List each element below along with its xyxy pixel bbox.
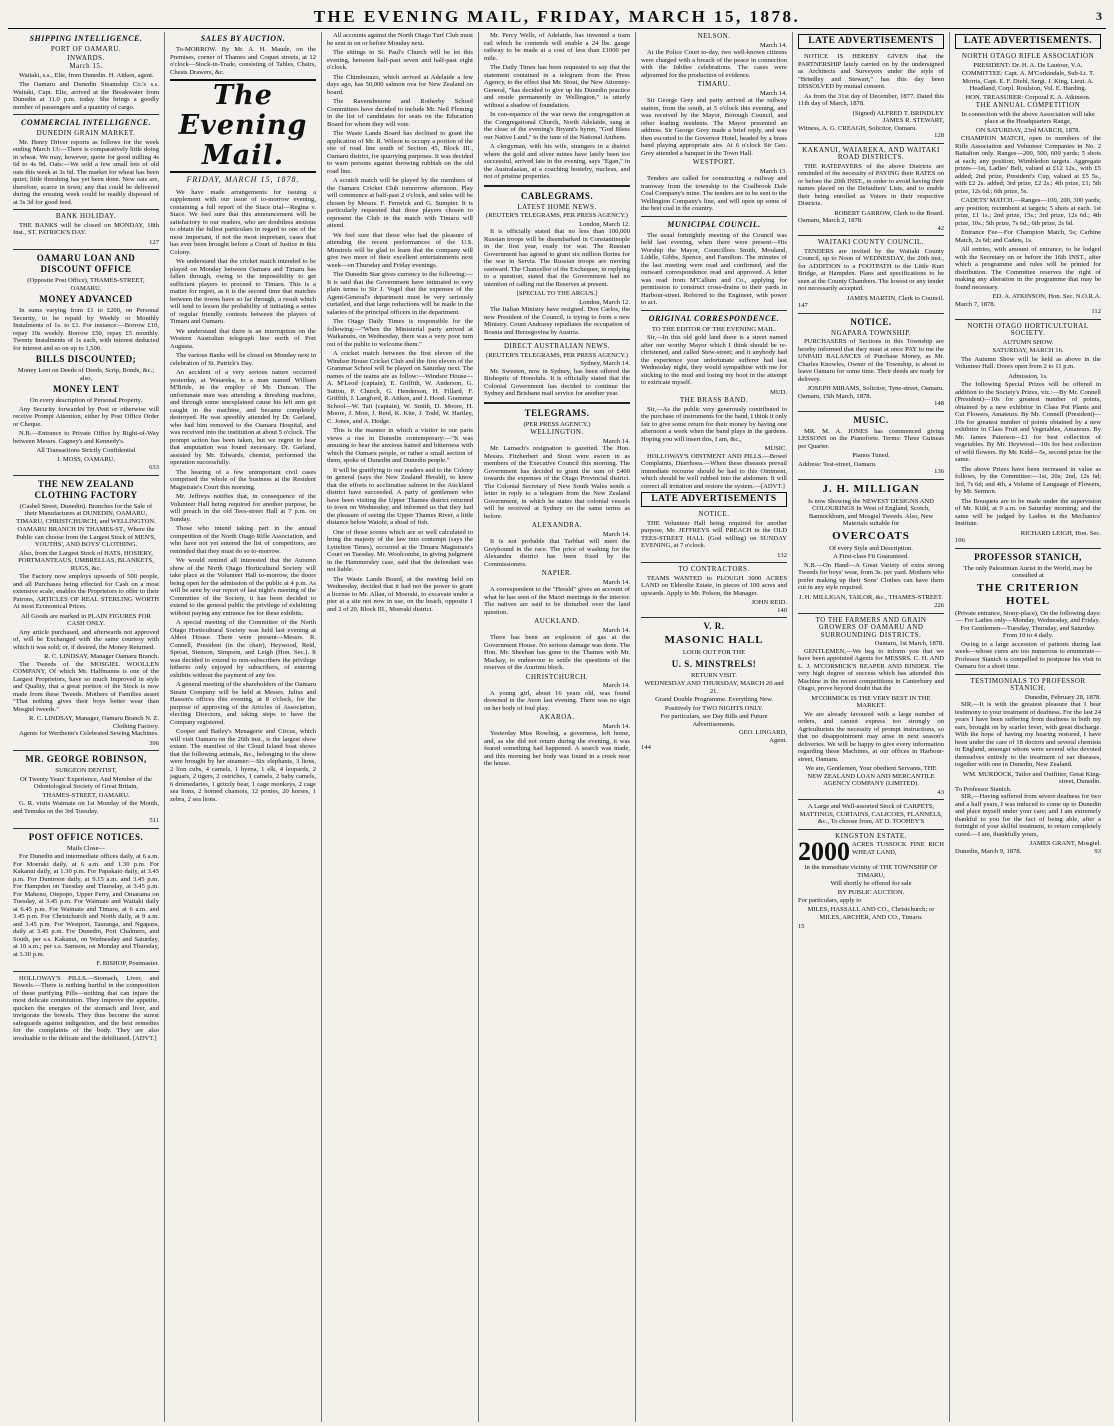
dateline: March 14. — [759, 41, 787, 49]
column-1 — [8, 32, 165, 1422]
divider — [955, 674, 1101, 675]
show-dates: WEDNESDAY AND THURSDAY, MARCH 20 and 21. — [644, 680, 784, 695]
miles-hassall: MILES, HASSALL AND CO., Christchurch; or — [807, 905, 935, 913]
notice-heading: NOTICE. — [698, 510, 730, 518]
entrance-text: Entrance Fee—For Champion Match, 5s; Carbine Match, 2s 6d; and Cadets, 1s. — [955, 229, 1101, 244]
editorial-paragraph: A general meeting of the shareholders of the Oamaru Steam Company will be held at Messrs. Julius and Hassen's offices this evening, at 8 o'clock, for the purpose of approving of the Articles of Association, electing Directors, and taking steps to have the Company registered. — [170, 681, 316, 726]
news-paragraph: The Waste Lands Board, at the meeting held on Wednesday, decided that it had not the power to grant a license to Mr. Allan, of Moeraki, to excavate under a pier at a site not now in use, on the beach, opposite 1 and 2 of 20, Block III., Moeraki district. — [327, 575, 473, 613]
music-address: Address: Test-street, Oamaru. — [798, 460, 877, 468]
divider — [484, 339, 630, 340]
letter-signature: MUD. — [769, 388, 787, 396]
page-number: 3 — [1096, 9, 1102, 23]
dateline: March 14. — [602, 722, 630, 730]
direct-news-text: Mr. Sweeten, now in Sydney, has been offered the Bishopric of Honolulu. It is officially stated that the Colonial Government has decided to continue the Sydney and Brisbane mail service for another year. — [484, 367, 630, 397]
news-paragraph: The Otago Daily Times is responsible for the following:—"When the Ministerial party arrived at Waikanutu, on Wednesday, there was a very poor turn out of the public to welcome them." — [327, 318, 473, 348]
editorial-paragraph: A special meeting of the Committee of the North Otago Horticultural Society was held last evening at Abbot House. There were present—Messrs. R. Connell, President (in the chair), Heywood, Reid, Sproat, Stenson, Simpson, and Leigh (Hon. Sec.). It was decided to extend to non-subscribers the privilege hitherto only enjoyed by subscribers, of entering exhibits without the payment of any fee. — [170, 619, 316, 679]
dateline: March 14. — [602, 626, 630, 634]
divider — [641, 617, 787, 618]
divider — [13, 114, 159, 115]
sales-text: To-MORROW. By Mr. A. H. Maude, on the Premises, corner of Thames and Coquet streets, at 12 o'clock—Stock-in-Trade, consisting of Tables, Chairs, Chests Drawers, &c. — [170, 46, 316, 76]
news-paragraph: The sittings in St. Paul's Church will be let this evening, between half-past seven and half-past eight o'clock. — [327, 49, 473, 71]
argus-heading: [SPECIAL TO THE ARGUS.] — [516, 290, 598, 297]
contractors-heading: TO CONTRACTORS. — [678, 565, 750, 573]
testimonial-text: SIR,—Having suffered from severe deafness for two and a half years, I was induced to come up to Dunedin and place myself under your care; and I am extremely thankful to you for the fact of being able, after a fortnight of your skilful treatment, to return completely cured.—I am, thankfully yours, — [955, 793, 1101, 838]
security-text: Any Security forwarded by Post or otherwise will receive Prompt Attention, either by Post Office Order or Cheque. — [13, 405, 159, 428]
news-paragraph: This is the manner in which a visitor to our parts views a rise in Dunedin contemporary:—"It was amusing to hear the anxious hatred and bitterness with which the Oamaru people, or rather a small section of them, spoke of Dunedin and Dunedin people." — [327, 427, 473, 464]
farmers-date: Oamaru, 1st March, 1878. — [874, 640, 944, 647]
contractors-signature: JOHN REID. — [751, 599, 787, 606]
programme: Grand Double Programme. Everything New. — [655, 696, 773, 703]
divider — [955, 548, 1101, 549]
news-paragraph: The Waste Lands Board has declined to grant the application of Mr. R. Wilson to occupy a portion of the site of road line south of Section 45, Block III., Oamaru district, for quarrying purposes. It was decided to warn persons against throwing rubbish on the old road line. — [327, 130, 473, 175]
editorial-paragraph: Mr. Jeffreys notifies that, in consequence of the Volunteer Hall being required for another purpose, he will preach in the old Tees-street Hall at 7 p.m. on Sunday. — [170, 493, 316, 523]
ad-number: 112 — [1091, 308, 1101, 315]
advt-tag: [ADVT.] — [132, 1034, 157, 1042]
direct-news-source: (REUTER'S TELEGRAMS, PER PRESS AGENCY.) — [486, 351, 628, 359]
county-council-heading: WAITAKI COUNTY COUNCIL. — [817, 238, 925, 246]
post-text: For Dunedin and intermediate offices daily, at 6 a.m. For Moeraki daily, at 6 a.m. and 1.30 p.m. For Kakanui daily, at 1.30 p.m. For Papakaio daily, at 3.45 p.m. For Duntroon daily, at 9.15 a.m. and 3.45 p.m. For Hampden on Tuesday and Thursday, at 3.45 p.m. For Maheno, Otepopo, Upper Ferry, and Omarama on Tuesday, at 3.45 p.m. For Waimate and Waitaki daily at 6.45 p.m. For Waimate and Timaru, at 6 a.m. and 3.45 p.m. For Christchurch and North daily, at 9 a.m. and 3.45 p.m. For Westport, Tauranga, and Ngapara, daily at 3.45 p.m. For Dunedin, Port Chalmers, and South, per s.s. Kakanui, on Wednesday and Saturday, at 10 a.m.; per s.s. Samson, on Monday and Thursday, at 3.30 p.m. — [13, 853, 159, 958]
news-paragraph: The Daily Times has been requested to say that the statement contained in a telegram from the Press Agency, to the effect that Mr. Stout, the New Attorney-General, "has decided to give up his Dunedin practice and reside permanently in Wellington," is utterly without a shadow of foundation. — [484, 64, 630, 109]
show-text: The Autumn Show will be held as above in the Volunteer Hall. Doors open from 2 to 11 p.m. — [955, 355, 1101, 370]
editorial-paragraph: We understand that the cricket match intended to be played on Monday between Oamaru and Timaru has fallen through, owing to the impossibility to get sufficient players to proceed to Timaru. This is a matter for regret, as it is the second time that matches between the towns have so far through, a result which will tend to lessen the probability of initiating a series of regular friendly contests between the players of Timaru and Oamaru. — [170, 258, 316, 325]
overcoats-heading: OVERCOATS — [832, 529, 910, 542]
stanich-note: Owing to a large accession of patients during last week—whose cures are too numerous to enumerate—Professor Stanich is compelled to postpone his visit to Oamaru for a short time. — [955, 640, 1101, 670]
editorial-paragraph: We would remind all interested that the Autumn show of the North Otago Horticultural Society will take place at the Volunteer Hall to-morrow, the doors being open for the admission of the public at 4 p.m. As will be seen by our report of last night's meeting of the Committee of the Society, it has been decided to extend to the general public the privilege of exhibiting without paying any entrance fee for these exhibits. — [170, 557, 316, 617]
bills-heading: BILLS DISCOUNTED; — [35, 354, 137, 364]
stanich-hours: (Private entrance, Stony-place), On the following days:— For Ladies only—Monday, Wednesday, and Friday. For Gentlemen—Tuesday, Thursday, and Saturday. From 10 to 4 daily. — [955, 609, 1101, 639]
divider — [798, 411, 944, 412]
entries-text: All entries, with amount of entrance, to be lodged with the Secretary on or before the 16th INST., after which a programme and rules will be printed for distribution. The Committee reserves the right of making any alteration in the programme that may be found necessary. — [955, 246, 1101, 291]
mccormick-line: M'CORMICK IS THE VERY BEST IN THE MARKET. — [811, 694, 931, 709]
cablegrams-subhead: LATEST HOME NEWS. — [517, 202, 597, 211]
ad-number: 15 — [798, 922, 805, 930]
letter-signature: MUSIC. — [764, 445, 787, 452]
leigh-signature: RICHARD LEIGH, Hon. Sec. — [1020, 529, 1101, 537]
special-prizes: The following Special Prizes will be offered in addition to the Society's Prizes, viz.:—By Mr. Connell (President)—10s for greatest number of points, obtained by a new exhibitor in Class Pot Plants and Cut Flowers, Amateurs. By Mr. Connell (President)—10s for greatest number of points obtained by a new exhibitor in Class Fruit and Vegetables, Amateurs. By Mr. James Paterson—£1 for best collection of vegetables. By Mr. Heywood—10s for best collection of wild flowers. By Mr. Kidd—5s, second prize for the same. — [955, 381, 1101, 463]
divider — [13, 828, 159, 829]
column-6 — [793, 32, 950, 1422]
telegram-text: At the Police Court to-day, two well-known citizens were charged with a breach of the peace in connection with the Jubilee celebrations. The cases were adjourned for the production of evidence. — [641, 49, 787, 79]
ad-number: 633 — [149, 464, 159, 471]
editorial-paragraph: We have made arrangements for issuing a supplement with our issue of to-morrow evening, containing a full report of the Stace trial—Regina v. Stace. We feel sure that this announcement will be satisfactory to our readers, who are doubtless anxious to obtain the fullest particulars in regard to one of the most important, if not the most important, cases that has ever been brought before a Court of Justice in this Colony. — [170, 188, 316, 256]
ad-number: 147 — [798, 302, 808, 309]
robinson-text: Of Twenty Years' Experience, And Member of the Odontological Society of Great Britain, — [20, 775, 152, 790]
masthead — [8, 6, 1106, 29]
news-paragraph: The Dunedin Star gives currency to the following:—It is said that the Government have intimated to very plain terms to Sir J. Vogel that the expenses of the Agent-General's department must be very seriously curtailed, and that large reductions will be made in the salaries of the principal officers in the department. — [327, 271, 473, 316]
bank-notice: THE BANKS will be closed on MONDAY, 18th Inst., ST. PATRICK'S DAY. — [13, 221, 159, 236]
apply-line: For particulars, apply to — [798, 897, 862, 904]
editorial-paragraph: Those who intend taking part in the annual competition of the North Otago Rifle Association, and who have not yet entered the list of competitors, are reminded that they must do so to-morrow. — [170, 525, 316, 555]
clothing-heading: THE NEW ZEALAND CLOTHING FACTORY — [34, 478, 138, 500]
ad-number: 136 — [934, 468, 944, 475]
divider — [798, 829, 944, 830]
telegram-text: Mr. Larnach's resignation is gazetted. The Hon. Messrs. Fitzherbert and Stout were sworn in as members of the Executive Council this morning. The Government has decided to grant the sum of £400 towards the expenses of the Otago Provincial district. The Colonial Secretary of New South Wales sends a letter in reply to a telegram from the New Zealand Government, in which he states that colonial vessels will be received at Sydney on the same terms as before. — [484, 445, 630, 520]
stanich-text: The only Palestinian Aurist in the World, may be consulted at — [963, 564, 1093, 579]
divider — [798, 479, 944, 480]
farmers-text: We are already favoured with a large number of orders, and cannot express too strongly on Agriculturists the necessity of prompt instructions, so that no disappointment may arise in next season's deliveries. We will be happy to give every information regarding these Machines, at our offices in Harbour-street, Oamaru. — [798, 710, 944, 763]
divider — [13, 971, 159, 972]
tender-notice: TENDERS are invited by the Waitaki County Council, up to Noon of WEDNESDAY, the 20th inst., for ADDITION to a FOOTPATH to the Little Kuri Bridge, at Hampden. Plans and specifications to be seen at the County Chambers. The lowest or any tender not necessarily accepted. — [798, 247, 945, 292]
inwards-heading: INWARDS. — [67, 53, 105, 62]
witness: Witness, A. G. CREAGH, Solicitor, Oamaru. — [798, 124, 918, 132]
ratepayers-notice: THE RATEPAYERS of the above Districts are reminded of the necessity of PAYING their RATES on or before the 20th INST., in order to avoid having their names placed on the Defaulters' Lists, and to enable their being enrolled as Voters in their respective Districts. — [798, 162, 944, 207]
telegrams-heading: TELEGRAMS. — [524, 407, 590, 418]
testimonial-text: SIR,—It is with the greatest pleasure that I bear testimony to your treatment of deafness. For the last 24 years I have been suffering from deafness in both my ears, brought on by scarlet fever, with great discharge. With the hope of having my hearing restored, I have been under the care of 18 doctors and several chemists in England, amongst whom were several who devoted themselves entirely to the treatment of ear diseases, together with one in Dunedin, New Zealand. — [955, 701, 1101, 768]
milligan-nb: N.B.—On Hand—A Great Variety of extra strong Tweeds for boys' wear, from 3s. per yard. Mothers who prefer making up their Sons' Clothes can have them cut in any style required. — [798, 561, 944, 591]
stanich-heading: PROFESSOR STANICH, — [974, 551, 1082, 562]
testimonial-date: Dunedin, February 28, 1878. — [1024, 693, 1101, 701]
grain-heading: DUNEDIN GRAIN MARKET. — [36, 129, 136, 137]
atkinson-signature: ED. A. ATKINSON, Hon. Sec. N.O.R.A. — [992, 293, 1101, 300]
kingston-heading: KINGSTON ESTATE. — [835, 831, 907, 840]
treasurer: HON. TREASURER: Corporal E. A. Atkinson. — [965, 93, 1091, 101]
place-heading: WESTPORT. — [692, 158, 736, 166]
divider — [798, 143, 944, 144]
place-heading: WELLINGTON. — [530, 428, 584, 436]
news-paragraph: All accounts against the North Otago Turf Club must be sent in on or before Monday next. — [327, 32, 473, 47]
bills-text: Money Lent on Deeds of Deeds, Scrip, Bonds, &c.; also, — [17, 367, 155, 382]
dateline: March 14. — [759, 89, 787, 97]
letter-text: Sir,—As the public very generously contributed to the purchase of instruments for the band, I think it only fair to give some return for their money by having one afternoon a week when the band plays in the gardens. Hoping you will insert this, I am, &c., — [641, 405, 787, 443]
exchange-text: Any article purchased, and afterwards not approved of, will be Exchanged with the same courtesy with which it was sold; or, if desired, the Money Returned. — [13, 628, 159, 651]
issue-date: FRIDAY, MARCH 15, 1878. — [186, 175, 300, 184]
agents-text: Agents for Wertheim's Celebrated Sewing Machines. — [19, 730, 159, 737]
ad-number: 128 — [934, 132, 944, 139]
acres-sale: Will shortly be offered for sale — [830, 880, 912, 887]
carpets-ad: A Large and Well-assorted Stock of CARPETS, MATTINGS, CURTAINS, CALICOES, FLANNELS, &c., To choose from, AT D. TOOHEY'S — [799, 803, 943, 825]
grant-footer — [955, 848, 1101, 856]
direct-news-heading: DIRECT AUSTRALIAN NEWS. — [503, 342, 611, 350]
signatory: JAMES R. STEWART, — [882, 117, 944, 124]
correspondence-to: TO THE EDITOR OF THE EVENING MAIL. — [651, 325, 777, 333]
inwards-date: March 15. — [69, 62, 103, 70]
show-date: SATURDAY, MARCH 16. — [992, 347, 1064, 354]
ad-number: 43 — [937, 788, 944, 796]
music-heading: MUSIC. — [853, 414, 889, 425]
ad-number: 127 — [149, 238, 159, 246]
editorial-paragraph: Cooper and Bailey's Menagerie and Circus, which will visit Oamaru on the 26th inst., is the largest show extant. The manifest of the Cloud Island boat shows that the following animals, &c., belonging to the show were brought by her steamer:—Six elephants, 3 lions, 2 lion cubs, 4 camels, 1 hyena, 1 elk, 4 leopards, 2 jaguars, 2 tigers, 2 ostriches, 1 camels, 2 baby camels, 6 dromedaries, 1 grizzly bear, 1 cage monkeys, 2 cage sea lions, 2 horned chamois, 12 ponies, 20 horses, 1 zebra, 2 sea lions. — [170, 728, 316, 803]
particulars: For particulars, see Day Bills and Future Advertisements. — [660, 713, 768, 728]
telegram-text: Yesterday Miss Rowling, a governess, left home, and, as she did not return during the evening, it was feared something had happened. A search was made, and this morning her body was found in a creek near the house. — [484, 730, 630, 767]
cablegrams-source: (REUTER'S TELEGRAMS, PER PRESS AGENCY.) — [486, 212, 628, 219]
ad-number: 42 — [937, 224, 944, 232]
prize-note: The above Prizes have been increased in value as follows, by the Committee:—1st, 20s; 2nd, 12s 6d; 3rd, 7s 6d; and 4th, a Volume of Language of Flowers, by Mr. Sermon. — [955, 465, 1101, 495]
sales-heading: SALES BY AUCTION. — [200, 34, 286, 43]
mirams-signature: JOSEPH MIRAMS, Solicitor, Tyne-street, Oamaru. — [807, 385, 944, 392]
place-heading: CHRISTCHURCH. — [525, 672, 589, 681]
editorial-paragraph: The various Banks will be closed on Monday next in celebration of St. Patrick's Day. — [170, 352, 316, 367]
dateline: March 13. — [759, 167, 787, 175]
garrow-date: Oamaru, March 2, 1878. — [798, 217, 863, 224]
late-ads-heading: LATE ADVERTISEMENTS. — [955, 34, 1101, 49]
ad-number: 140 — [777, 606, 787, 614]
hats-text: Also, from the Largest Stock of HATS, HOSIERY, PORTMANTEAUS, UMBRELLAS, BLANKETS, RUGS, &c. — [18, 549, 154, 572]
cablegrams-heading: CABLEGRAMS. — [520, 190, 594, 201]
telegram-text: Tenders are called for constructing a railway and tramway from the township to the Coalbrook Dale Coal Company's mine. The tenders are to be sent to the Wellington Company's line, and will open up some of the best coal in the country. — [641, 175, 787, 212]
committee: COMMITTEE: Capt. A. M'Corkindale, Sub-Lt. T. Morris, Capt. E. F. Diehl, Sergt. J. King, Lieut. A. Headland, Corpl. Roulston, Vol. E. Harding. — [961, 70, 1095, 92]
holloway-ointment-ad: HOLLOWAY'S OINTMENT AND PILLS.—Bowel Complaints, Diarrhoea.—When these diseases prevail immediate recourse should be had to this Ointment, which should be well rubbed into the abdomen. It will correct all irritation and restore the system.—[ADVT.] — [641, 452, 787, 490]
telegram-text: There has been an explosion of gas at the Government House. No serious damage was done. The Hon. Mr. Sheehan has gone to the Thames with Mr. Mackay, to endeavour to settle the questions of the reserves of the Ararimu block. — [484, 634, 630, 671]
pianos-tuned: Pianos Tuned. — [852, 452, 890, 459]
bank-heading: BANK HOLIDAY. — [55, 212, 117, 220]
acres-subhead: In the immediate vicinity of THE TOWNSHIP OF TIMARU, — [804, 864, 938, 879]
place-heading: TIMARU. — [697, 80, 731, 88]
ad-number: 396 — [149, 739, 159, 747]
cadets-text: CADETS' MATCH.—Ranges—100, 200, 300 yards; any position; recumbent at targets; 5 shots at each. 1st prize, £1 1s.; 2nd prize, 15s.; 3rd prize, 12s 6d.; 4th prize, 10s.; 5th prize, 7s 6d.; 6th prize, 2s 6d. — [955, 197, 1101, 227]
ad-number: 106 — [955, 537, 965, 544]
lindsay-signature: R. C. LINDSAY, Manager Oamaru Branch. — [44, 653, 159, 660]
news-paragraph: A clergyman, with his wife, strangers in a district where the gold and silver mines have lately been too successful, arrived late in the evening, says "Egan," in the Australasian, at a coaching hostelry, nucleus, and not of pristine properties. — [484, 143, 630, 180]
testimonials-heading: TESTIMONIALS TO PROFESSOR STANICH. — [970, 676, 1086, 692]
president: PRESIDENT: Dr. H. A. De Lautour, V.A. — [973, 61, 1083, 69]
post-heading: POST OFFICE NOTICES. — [28, 831, 144, 842]
divider — [484, 402, 630, 404]
post-subhead: Mails Close— — [66, 844, 106, 852]
robinson-note: G. R. visits Waimate on 1st Monday of the Month, and Temuka on the 3rd Tuesday. — [13, 800, 159, 815]
criterion-hotel: THE CRITERION HOTEL — [976, 581, 1080, 607]
divider — [798, 613, 944, 614]
robinson-heading: MR. GEORGE ROBINSON, — [25, 754, 147, 764]
nb-text: N.B.—Entrance to Private Office by Right-of-Way between Messrs. Cagney's and Kennedy's. — [13, 430, 159, 445]
lindsay-signature-2: R. C. LINDSAY, Manager, Oamaru Branch N. Z. Clothing Factory. — [29, 715, 159, 730]
music-text: MR. M. A. JONES has commenced giving LESSONS on the Pianoforte. Terms: Three Guineas per Quarter. — [798, 427, 944, 450]
divider — [641, 562, 787, 563]
masonic-hall-heading: MASONIC HALL — [664, 634, 764, 646]
acres-text: ACRES TUSSOCK FINE RICH WHEAT LAND, — [852, 841, 944, 856]
competition-text: CHAMPION MATCH, open to members of the Rifle Association and Volunteer Companies in No. 2 Battalion only. Ranges—200, 500, 600 yards; 5 shots at each; any position; Wimbledon targets. Aggregate prizes—1st, Ladies' Belt, valued at £12 12s., with £5 added; 2nd prize, President's Cup, valued at £5 5s., with £2 2s. added; 3rd prize, £2 2s.; 4th prize, £1; 5th prize, 12s 6d.; 6th prize, 5s. — [955, 135, 1101, 195]
news-paragraph: A scratch match will be played by the members of the Oamaru Cricket Club tomorrow afternoon. Play will commence at half-past 2 o'clock, and sides will be chosen by Messrs. F. Fenwick and G. Sumpter. It is particularly requested that those players chosen to represent the Club in the match with Timaru will attend. — [327, 177, 473, 229]
garrow-signature: ROBERT GARROW, Clerk to the Board. — [834, 209, 944, 217]
place-heading: ALEXANDRA. — [531, 521, 583, 529]
news-paragraph: The Ravensbourne and Rotherby School Committees have decided to include Mr. Neil Fleming in the list of candidates for seats on the Education Board for whom they will vote. — [327, 98, 473, 128]
columns — [8, 32, 1106, 1422]
column-4 — [479, 32, 636, 1422]
milligan-signature: J. H. MILLIGAN, TAILOR, &c., THAMES-STREET. — [798, 593, 944, 601]
late-ads-heading: LATE ADVERTISEMENTS — [798, 34, 944, 49]
editorial-paragraph: The hearing of a few unimportant civil cases comprised the whole of the business at the Resident Magistrate's Court this morning. — [170, 468, 316, 491]
late-ads-heading: LATE ADVERTISEMENTS — [641, 492, 787, 507]
news-paragraph: One of those scenes which are so well calculated to bring the majesty of the law into contempt (says the Lyttelton Times), occurred at the Timaru Magistrate's Court on Tuesday. Mr. Woolcombe, in giving judgment in the Hammersley case, said that the defendant was not liable. — [327, 528, 473, 573]
grant-signature: JAMES GRANT, Mosgiel. — [1029, 840, 1101, 847]
masonic-subhead: LOOK OUT FOR THE — [682, 649, 746, 656]
argus-date: London, March 12. — [579, 298, 630, 306]
telegram-text: Sir George Grey and party arrived at the railway station, from the south, at 5 o'clock this evening, and was received by the Mayor, Borough Council, and other leading residents. The Mayor presented an address. Sir George Grey made a brief reply, and was then escorted to the Governor Hotel, headed by a brass band playing appropriate airs. At 6 o'clock Sir Geo. Grey attended a banquet in the Town Hall. — [641, 97, 787, 157]
news-paragraph: Mr. Percy Wells, of Adelaide, has invented a tram rail which he contends will enable a 24 lbs. gauge railway to be made at a cost of less than £1000 per mile. — [484, 32, 630, 62]
editorial-paragraph: We understand that there is an interruption on the Western Australian telegraph line north of Port Augusta. — [170, 327, 316, 350]
mirams-date: Oamaru, 15th March, 1878. — [798, 392, 872, 400]
divider — [641, 216, 787, 217]
minstrels-heading: U. S. MINSTRELS! — [671, 658, 757, 669]
shipping-heading: SHIPPING INTELLIGENCE. — [29, 34, 143, 43]
brass-band-heading: THE BRASS BAND. — [679, 396, 749, 404]
divider — [484, 185, 630, 187]
return-visit: RETURN VISIT. — [691, 671, 737, 679]
ship-report: The Oamaru and Dunedin Steamship Co.'s s.s. Waitaki, Capt. Elie, arrived at the Breakwater from Dunedin at 11.0 p.m. today. She brings a goodly number of passengers and a quantity of cargo. — [13, 81, 159, 111]
divider — [641, 310, 787, 311]
telegrams-source: (PER PRESS AGENCY.) — [523, 420, 591, 428]
farmers-text: GENTLEMEN,—We beg to inform you that we have been appointed Agents for MESSRS. C. H. AND L. J. M'CORMICK'S REAPER AND BINDER. The very high degree of success which has attended this Machine in the recent competitions in Canterbury and Otago, prove beyond doubt that the — [798, 647, 944, 692]
money-text: In sums varying from £1 to £200, on Personal Security, to be repaid by Weekly or Monthly Instalments of 1s. to £1. For instance:—Borrow £10, repay 10s weekly. Borrow £50, repay £5 monthly. Twenty Instalments of 1s each, with interest deducted for interest and so on up to 1,500. — [13, 307, 159, 352]
divider — [13, 249, 159, 250]
cablegrams-text: It is officially stated that no less than 100,000 Russian troops will be disembarked in Constantinople in the first year, ready for war. The Russian Government has agreed to grant six million florins for the war in Servia. The Russian troops are moving eastward. The Chancellor of the Exchequer, in replying to a question, stated that the Government had no intention of calling out the Reserves at present. — [484, 228, 630, 288]
admission: Admission, 1s. — [1008, 372, 1048, 380]
lingard-signature: GEO. LINGARD, — [738, 729, 787, 736]
oamaru-branch: OAMARU BRANCH IN THAMES-ST., Where the Public can choose from the Largest Stock of MEN'S, YOUTHS', AND BOYS' CLOTHING. — [16, 526, 156, 548]
place-heading: NELSON. — [697, 32, 731, 40]
dateline: March 14. — [602, 530, 630, 538]
rifle-heading: NORTH OTAGO RIFLE ASSOCIATION — [961, 52, 1095, 60]
acres-figure: 2000 — [798, 837, 850, 866]
money-heading: MONEY ADVANCED — [39, 294, 133, 304]
news-paragraph: In con-equence of the war news the congregation at the Congregational Church, North Adelaide, sang at the close of the evening's Bryant's hymn, "God Bless our Native Land," to the tune of the National Anthem. — [484, 111, 630, 141]
cablegrams-date: London, March 12. — [579, 220, 630, 228]
news-paragraph: It will be gratifying to our readers and to the Colony in general (says the New Zealand Herald), to know that the efforts to acclimatise salmon in the Auckland district have succeeded. A party of gentlemen who have been visiting the Upper Thames district returned to town on Wednesday, and informed us that they had the pleasure of seeing the Upper Thames River, a little distance below Waiohi, a shoal of fish. — [327, 466, 473, 526]
newspaper-flag: The Evening Mail. — [170, 79, 316, 173]
column-5 — [636, 32, 793, 1422]
ad-number: 144 — [641, 744, 651, 751]
divider — [13, 475, 159, 476]
ngapara-text: PURCHASERS of Sections in this Township are hereby informed that they must at once PAY to me the UNPAID BALANCES of Purchase Money, as Mr. Charles Knowles, Owner of the Township, is about to leave Oamaru for some time. Their deeds are ready for delivery. — [798, 338, 944, 383]
argus-text: The Italian Ministry have resigned. Don Carlos, the new President of the Council, is trying to form a new Ministry. Count Andrassy repudiates the occupation of Bosnia and Herzegovina by Austria. — [484, 306, 630, 336]
news-paragraph: We feel sure that those who had the pleasure of attending the recent performances of the U.S. Minstrels will be glad to learn that the company will give two more of their excellent entertainments next week—on Thursday and Friday evenings. — [327, 231, 473, 269]
contractors-text: TEAMS WANTED to PLOUGH 3000 ACRES LAND on Elderslie Estate, in pieces of 100 acres and upwards. Apply to Mr. Polson, the Manager. — [641, 574, 787, 597]
atkinson-date: March 7, 1878. — [955, 300, 996, 308]
mosgiel-text: The Tweeds of the MOSGIEL WOOLLEN COMPANY, Of which Mr. Halfmanns is one of the Largest Proprietors, have so much Improved in style and Quality, that a great portion of the Stock is now made from these Tweeds. Mothers of Families assert "That nothing gives their boys better wear than Mosgiel tweeds." — [13, 660, 159, 713]
ad-number: 511 — [149, 817, 159, 824]
grant-date: Dunedin, March 9, 1878. — [955, 847, 1022, 855]
lent-text: On every description of Personal Property. — [29, 397, 143, 404]
divider — [955, 319, 1101, 320]
loan-heading: OAMARU LOAN AND DISCOUNT OFFICE — [36, 253, 136, 274]
milligan-text: Is now Showing the NEWEST DESIGNS AND COLOURINGS In West of England, Scotch, Bannockburn, and Mosgiel Tweeds. Also, New Materials suitable for — [808, 497, 934, 527]
moss-signature: J. MOSS, OAMARU. — [56, 455, 116, 463]
letter-text: Sir,—In this old gold land there is a street named after our worthy Mayor which I think should be re-christened, and called Stew-street; and it anybody had the experience your unfortunate sufferer had last Wednesday night, they would sympathise with me for sticking to the mud and losing my boot in the attempt to extricate myself. — [641, 334, 787, 386]
confidential-line: All Transactions Strictly Confidential — [36, 447, 136, 454]
column-2 — [165, 32, 322, 1422]
grain-report: Mr. Henry Driver reports as follows for the week ending March 13:—There is comparatively little doing in wheat. We may, however, quote for good milling 4s 6d to 4s 9d. Oats:—We sold a few small lots of old oats this week at 3s 6d. The market for wheat has been quiet; little threshing has yet been done. New oats are, therefore, scarce in town; any that could be delivered during the ensuing week could be readily disposed of at 3s 3d for good feed. — [13, 138, 159, 206]
direct-news-date: Sydney, March 14. — [580, 360, 630, 367]
partnership-date: As from the 31st day of December, 1877. Dated this 11th day of March, 1878. — [798, 92, 944, 107]
competition-subhead: In connection with the above Association will take place at the Headquarters Range, — [961, 110, 1095, 125]
column-7 — [950, 32, 1106, 1422]
divider — [13, 750, 159, 751]
ship-entry: Waitaki, s.s., Elie, from Dunedin. H. Aitken, agent. — [19, 71, 154, 79]
divider — [798, 799, 944, 800]
vr-line: V. R. — [703, 621, 725, 631]
testimonial-to: To Professor Stanich. — [955, 785, 1012, 793]
fit-guaranteed: A First-class Fit Guaranteed. — [833, 553, 909, 560]
dateline: March 14. — [602, 437, 630, 445]
place-heading: AKAROA. — [539, 713, 575, 721]
autumn-show: AUTUMN SHOW. — [1002, 338, 1054, 346]
holloway-pills-ad: HOLLOWAY'S PILLS.—Stomach, Liver, and Bowels.—There is nothing hurtful in the composition of these purifying Pills—nothing that can injure the most delicate constitution. They improve the appetite, quicken the energies of the stomach and liver, and invigorate the bowels. They thus become the surest safeguards against indigestion, and the best remedies for the complaints of the body. They are also invaluable to the delicate and the debilitated. [ADVT.] — [13, 974, 159, 1042]
ad-number: 132 — [777, 551, 787, 559]
commercial-heading: COMMERCIAL INTELLIGENCE. — [21, 118, 151, 127]
port-heading: PORT OF OAMARU. — [50, 45, 122, 53]
municipal-text: The usual fortnightly meeting of the Council was held last evening, when there were present—His Worship the Mayor, Councillors Smith, Mouland, Liddle, Gibbs, Spence, and Familton. The minutes of the last meeting were read and confirmed, and the outward correspondence read and approved. A letter was read from M'Callum and Co., applying for permission to construct cross-drains to their yards in Harbour-street. Referred to the Engineer, with power to act. — [641, 231, 787, 306]
farmers-heading: TO THE FARMERS AND GRAIN GROWERS OF OAMARU AND SURROUNDING DISTRICTS. — [815, 615, 927, 639]
martin-signature: JAMES MARTIN, Clerk to Council. — [846, 294, 944, 302]
two-nights: Positively for TWO NIGHTS ONLY. — [664, 704, 764, 712]
masthead-title: THE EVENING MAIL, FRIDAY, MARCH 15, 1878. — [313, 7, 801, 26]
divider — [798, 313, 944, 314]
robinson-address: THAMES-STREET, OAMARU. — [42, 791, 130, 799]
partnership-notice: NOTICE IS HEREBY GIVEN that the PARTNERSHIP lately carried on by the undersigned as Architects and Surveyors under the style of "Brindley and Stewart," has this day been DISSOLVED by mutual consent. — [798, 53, 944, 90]
clothing-subhead: (Cashel Street, Dunedin). Branches for the Sale of their Manufactures at DUNEDIN, OAMARU, TIMARU, CHRISTCHURCH, and WELLINGTON. — [16, 502, 156, 525]
telegram-text: It is not probable that Tarbhat will meet the Greyhound in the race. The price of washing for the Alexandra district has been fixed by the Commissioners. — [484, 538, 630, 568]
ad-number: 226 — [934, 602, 944, 609]
farmers-signature: We are, Gentlemen, Your obedient Servants, THE NEW ZEALAND LOAN AND MERCANTILE AGENCY COMPANY (LIMITED). — [805, 765, 937, 787]
editorial-paragraph: An accident of a very serious nature occurred yesterday, at Waiareka, to a man named William M'Bride, in the employ of Mr. Duncan. The unfortunate man was attending a threshing machine, and through some unexplained cause his left arm got caught in the machine, and became completely destroyed. He was speedily attended by Dr. Garland, who had him removed to the Oamaru Hospital, and was received into the institution at about 5 o'clock. The prompt action has been taken, but we regret to hear that amputation was found necessary. Dr. Garland, assisted by Mr. Edwards, chemist, performed the operation successfully. — [170, 369, 316, 466]
plain-figures: All Goods are marked in PLAIN FIGURES FOR CASH ONLY. — [21, 612, 151, 627]
dateline: March 14. — [602, 578, 630, 586]
ngapara-notice-heading: NOTICE. — [850, 316, 892, 327]
ad-number: 93 — [1094, 847, 1101, 855]
bouquet-note: The Bouquets are to be made under the supervision of Mr. Kidd, at 9 a.m. on Saturday morning; and the same will be judged by Ladies in the Mechanics' Institute. — [955, 497, 1101, 527]
correspondence-heading: ORIGINAL CORRESPONDENCE. — [648, 313, 780, 323]
municipal-heading: MUNICIPAL COUNCIL. — [667, 219, 761, 229]
news-paragraph: The Chimborazo, which arrived at Adelaide a few days ago, has 50,000 salmon ova for New Zealand on board. — [327, 73, 473, 96]
loan-address: (Opposite Post Office), THAMES-STREET, OAMARU. — [27, 277, 145, 292]
milligan-heading: J. H. MILLIGAN — [822, 482, 920, 495]
robinson-title: SURGEON DENTIST, — [55, 767, 117, 774]
postmaster-signature: F. BISHOP, Postmaster. — [96, 960, 159, 967]
competition-date: ON SATURDAY, 23rd MARCH, 1878. — [975, 126, 1081, 134]
column-3 — [322, 32, 479, 1422]
notice-text: THE Volunteer Hall being required for another purpose, Mr. JEFFREYS will PREACH in the OLD TEES-STREET HALL (God willing) on SUNDAY EVENING, at 7 o'clock. — [641, 519, 787, 549]
lent-heading: MONEY LENT — [53, 384, 119, 394]
road-districts-heading: KAKANUI, WAIAREKA, AND WAITAKI ROAD DISTRICTS. — [802, 145, 940, 161]
factory-text: The Factory now employs upwards of 500 people, and all Purchases being effected for Cash on a most extensive scale, enables the Proprietors to offer to their Patrons, ARTICLES OF REAL STERLING WORTH At most Economical Prices. — [13, 573, 159, 610]
public-auction: BY PUBLIC AUCTION. — [837, 888, 905, 896]
murdoch-signature: WM. MURDOCK, Tailor and Outfitter, Great King-street, Dunedin. — [962, 770, 1101, 785]
divider — [13, 209, 159, 210]
miles-archer: MILES, ARCHER, AND CO., Timaru. — [819, 914, 923, 921]
competition-heading: THE ANNUAL COMPETITION — [975, 101, 1081, 109]
dateline: March 14. — [602, 682, 630, 689]
divider — [798, 235, 944, 236]
acres-ad — [798, 837, 944, 866]
place-heading: NAPIER. — [541, 569, 573, 577]
place-heading: AUCKLAND. — [534, 617, 580, 625]
news-paragraph: A cricket match between the first eleven of the Windsor House Cricket Club and the first eleven of the Grammar School will be played on Saturday next. The names of the teams are as follow:—Windsor House—A. M'Leod (captain), E. Griffith, W. Anderson, G. Sutton, P. Church, G. Henderson, H. Fillard, F. Griffith, J. Langford, R. Aitken, and J. Hood. Grammar School—W. Tait (captain), W. Smith, D. Moore, H. Moore, J. Moir, J. Reid, K. Kite, J. Todd, W. Hartley, C. Jones, and A. Hodge. — [327, 350, 473, 425]
overcoats-subhead: Of every Style and Description. — [829, 544, 913, 552]
ngapara-subhead: NGAPARA TOWNSHIP. — [831, 328, 911, 337]
horticultural-heading: NORTH OTAGO HORTICULTURAL SOCIETY. — [967, 321, 1089, 337]
ad-number: 148 — [934, 400, 944, 407]
signatory: (Signed) ALFRED T. BRINDLEY — [852, 109, 944, 117]
telegram-text: A young girl, about 16 years old, was found drowned in the Avon last evening. There was no sign on her body of foul play. — [484, 689, 630, 712]
lingard-agent: Agent. — [769, 736, 787, 744]
telegram-text: A correspondent to the "Herald" gives an account of what he has seen of the Maori meetings in the interior. The natives are said to be disturbed over the land question. — [484, 586, 630, 616]
